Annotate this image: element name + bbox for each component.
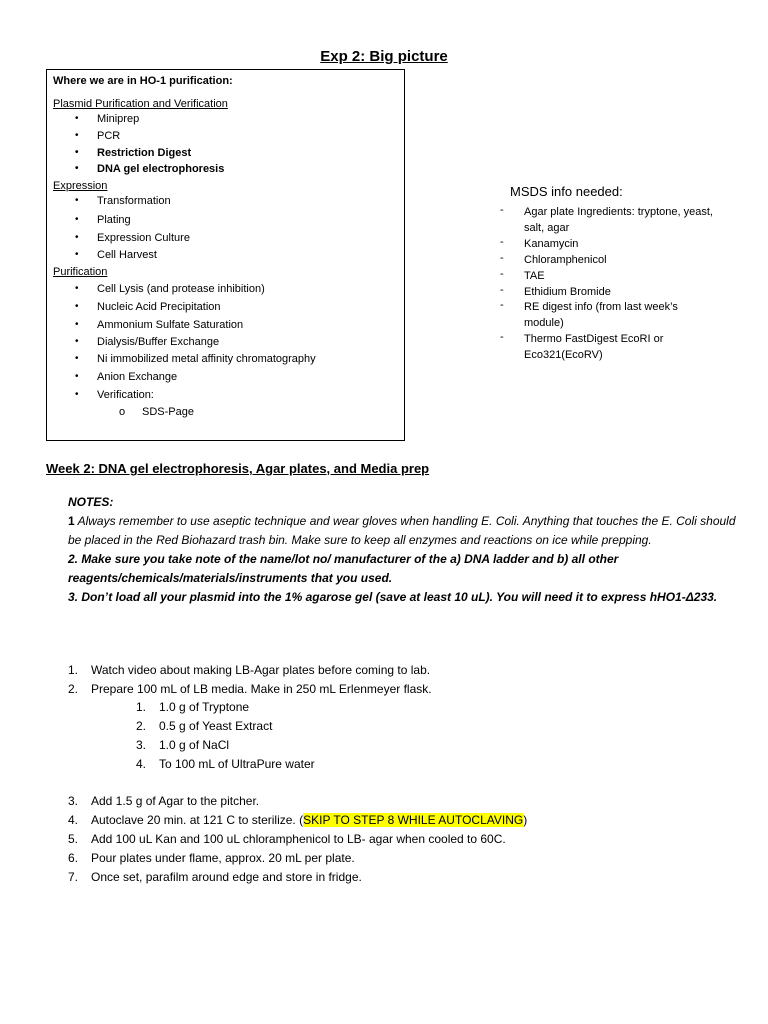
- bullet-icon: •: [75, 147, 79, 158]
- bullet-icon: •: [75, 389, 79, 400]
- week-heading: Week 2: DNA gel electrophoresis, Agar plates, and Media prep: [46, 461, 430, 476]
- bullet-icon: •: [75, 249, 79, 260]
- bullet-icon: •: [75, 163, 79, 174]
- bullet-icon: •: [75, 301, 79, 312]
- sub-bullet-icon: o: [119, 406, 126, 418]
- page-title: Exp 2: Big picture: [320, 48, 448, 65]
- note-2: 2. Make sure you take note of the name/lot no/ manufacturer of the a) DNA ladder and b) all other reagents/chemicals/materials/instruments that you used.: [68, 552, 619, 585]
- bullet-icon: •: [75, 214, 79, 225]
- bullet-icon: •: [75, 336, 79, 347]
- bullet-icon: •: [75, 232, 79, 243]
- bullet-icon: •: [75, 195, 79, 206]
- bullet-icon: •: [75, 283, 79, 294]
- notes-block: [68, 493, 738, 607]
- bullet-icon: •: [75, 371, 79, 382]
- highlighted-instruction: SKIP TO STEP 8 WHILE AUTOCLAVING: [303, 813, 524, 827]
- section-label: Plasmid Purification and Verification: [53, 98, 228, 110]
- purification-overview-box: Where we are in HO-1 purification: Plasmid Purification and Verification • Miniprep • PCR • Restriction Digest • DNA gel electrophoresis Expression • Transformation • Plating • Expression Culture • Cell Harvest Purification • Cell Lysis (and protease inhibition) • Nucleic Acid Precipitation • Ammonium Sulfate Saturation • Dialysis/Buffer Exchange • Ni immobilized metal affinity chromatography • Anion Exchange • Verification: o SDS-Page: [46, 69, 405, 441]
- msds-title: MSDS info needed:: [510, 184, 623, 199]
- note-1: 1 Always remember to use aseptic technique and wear gloves when handling E. Coli. Anything that touches the E. Coli should be placed in the Red Biohazard trash bin. Make sure to keep all enzymes and reactions on ice while prepping.: [68, 514, 736, 547]
- notes-label: NOTES:: [68, 495, 114, 509]
- bullet-icon: •: [75, 130, 79, 141]
- note-3: 3. Don’t load all your plasmid into the 1% agarose gel (save at least 10 uL). You will need it to express hHO1-Δ233.: [68, 590, 718, 604]
- bullet-icon: •: [75, 319, 79, 330]
- box-heading: Where we are in HO-1 purification:: [53, 75, 233, 87]
- section-label: Expression: [53, 180, 108, 192]
- bullet-icon: •: [75, 353, 79, 364]
- bullet-icon: •: [75, 113, 79, 124]
- section-label: Purification: [53, 266, 108, 278]
